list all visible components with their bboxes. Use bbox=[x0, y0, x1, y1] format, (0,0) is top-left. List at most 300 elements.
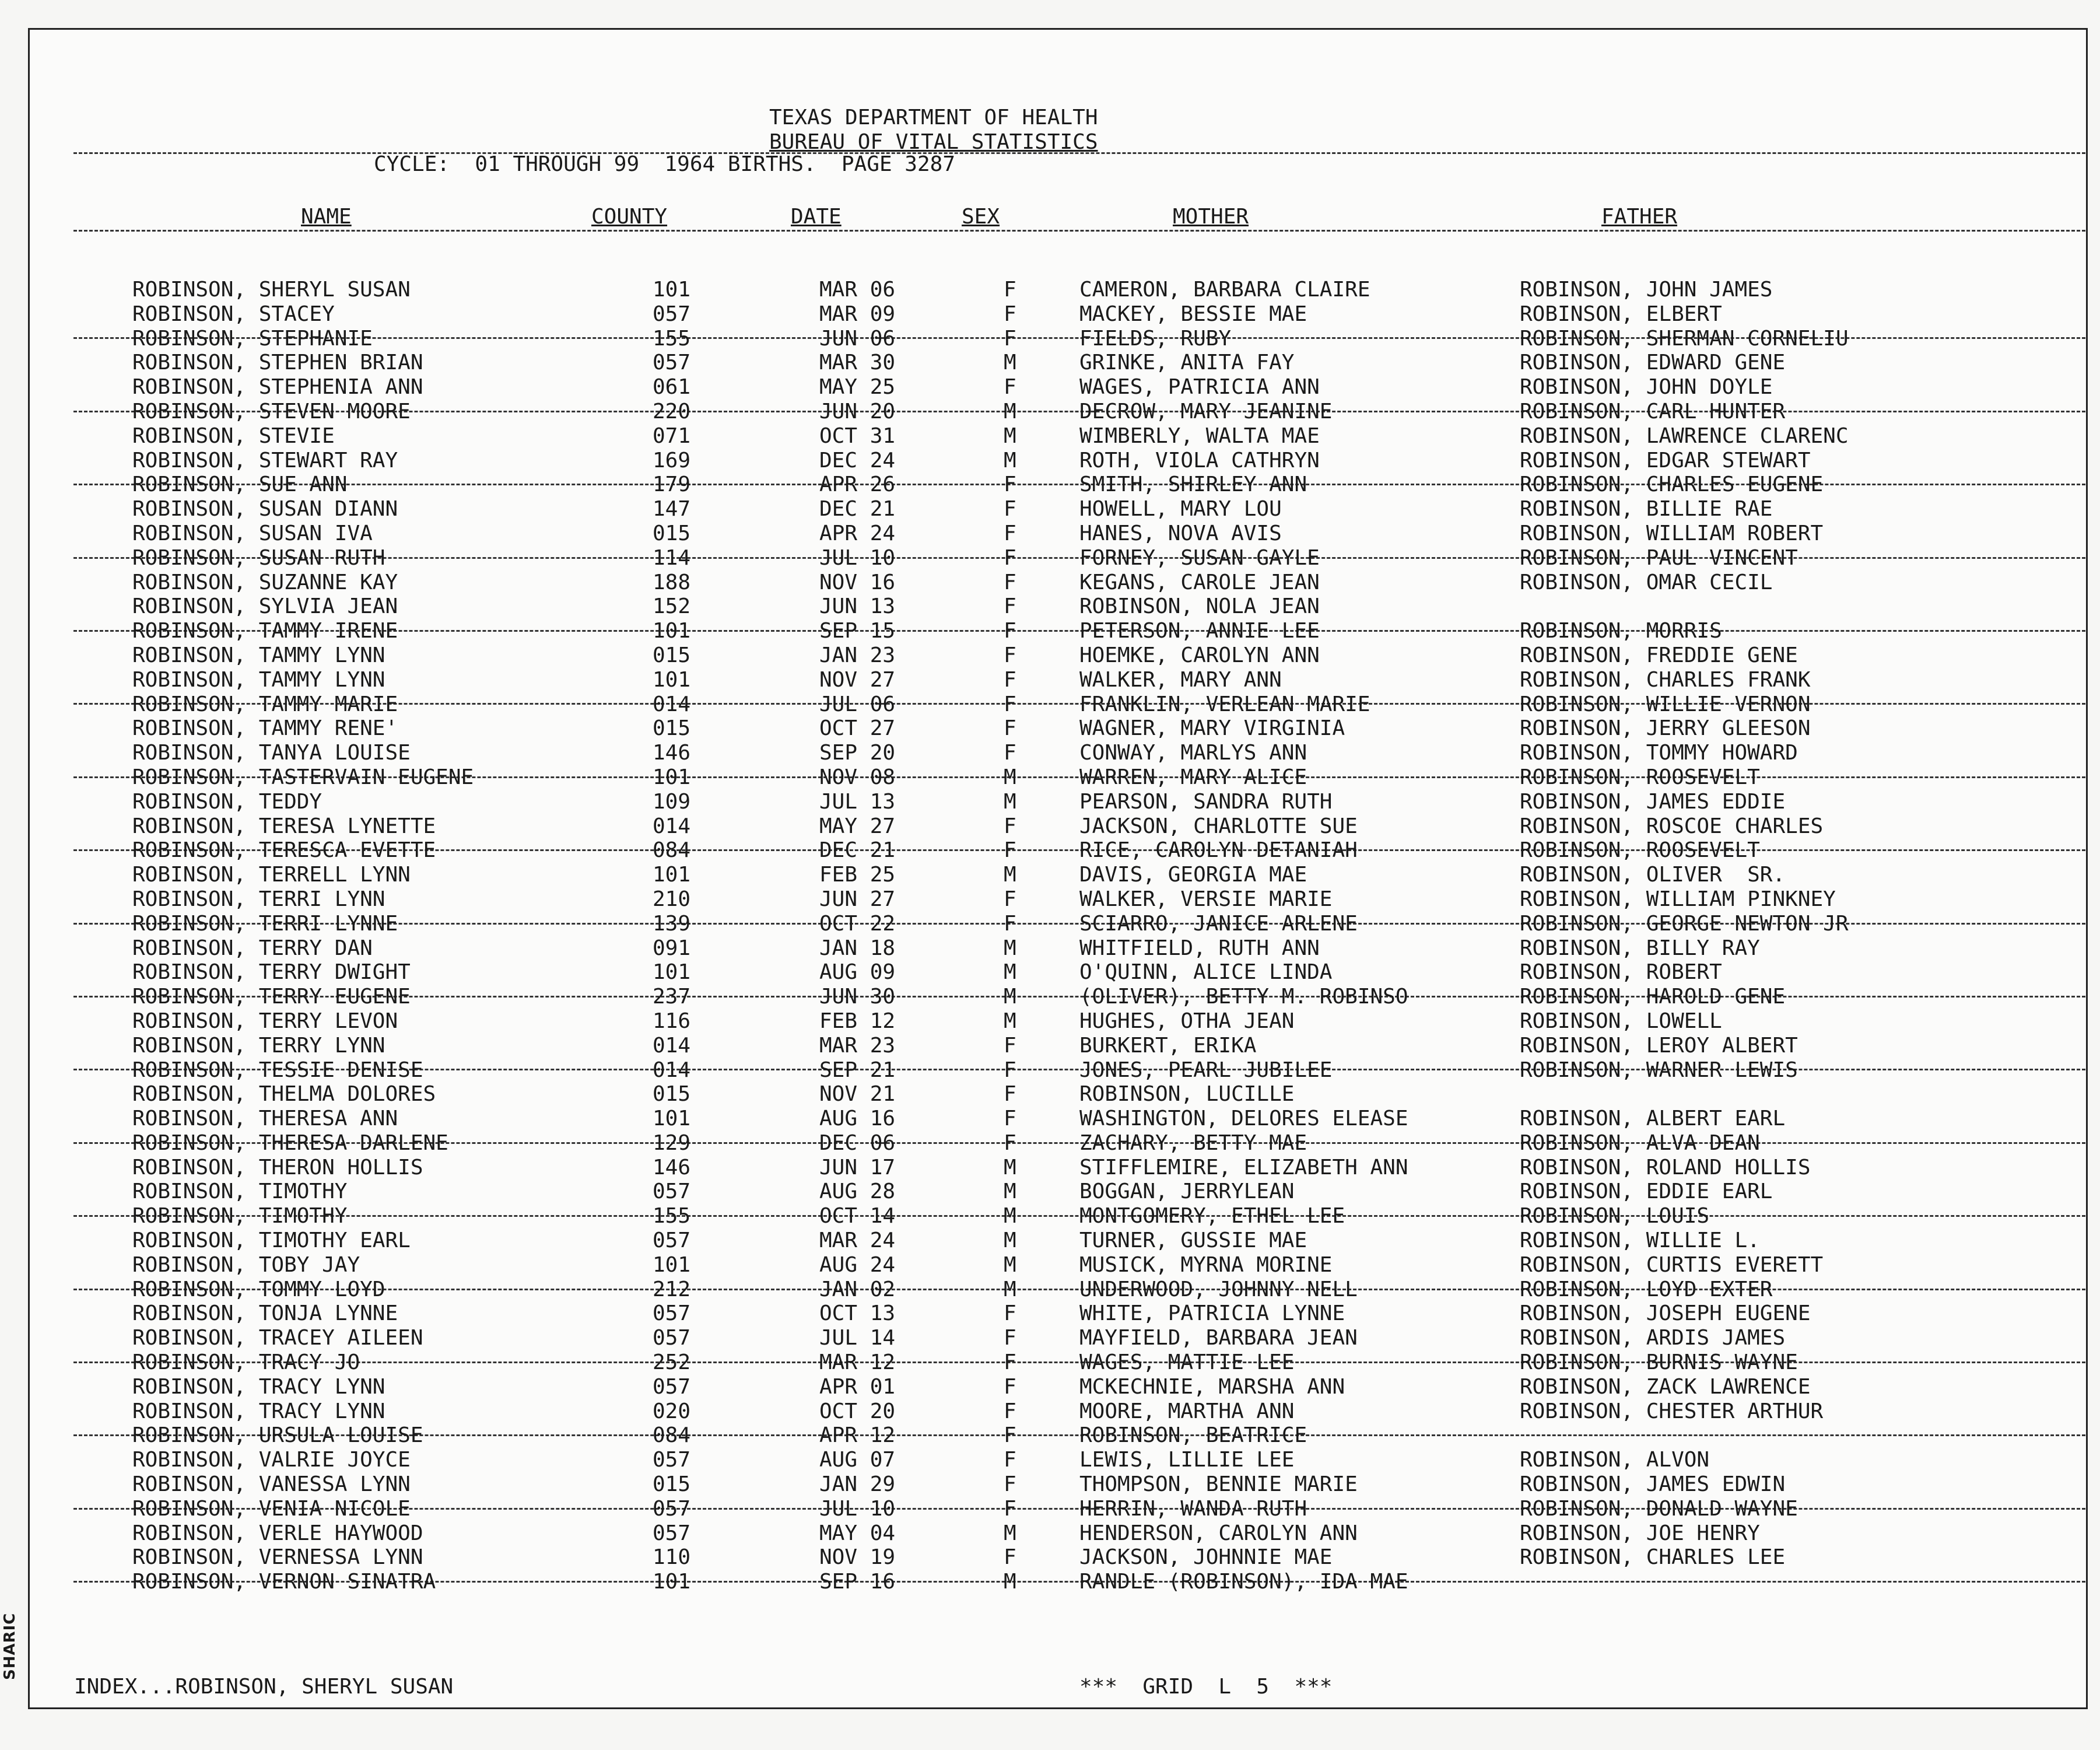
table-row bbox=[30, 1131, 2090, 1156]
cell-date: NOV 21 bbox=[819, 1082, 896, 1107]
table-row bbox=[30, 1301, 2090, 1326]
cell-sex: M bbox=[1004, 1228, 1016, 1253]
document-page bbox=[28, 28, 2088, 1709]
cell-date: DEC 21 bbox=[819, 497, 896, 522]
cell-date: SEP 21 bbox=[819, 1058, 896, 1082]
table-row bbox=[30, 1180, 2090, 1204]
cell-name: ROBINSON, TERRY DWIGHT bbox=[132, 960, 411, 985]
cell-sex: F bbox=[1004, 1326, 1016, 1350]
cell-mother: ZACHARY, BETTY MAE bbox=[1079, 1130, 1307, 1155]
cell-sex: M bbox=[1004, 1155, 1016, 1180]
cell-county: 146 bbox=[653, 741, 691, 765]
cell-sex: F bbox=[1004, 375, 1016, 400]
cell-name: ROBINSON, STEPHANIE bbox=[132, 326, 373, 351]
cell-county: 129 bbox=[653, 1130, 691, 1155]
cell-date: JUL 10 bbox=[819, 1496, 896, 1521]
cell-mother: HOWELL, MARY LOU bbox=[1079, 497, 1282, 522]
table-row bbox=[30, 1570, 2090, 1594]
cell-father: ROBINSON, ROOSEVELT bbox=[1520, 838, 1760, 863]
cell-mother: HANES, NOVA AVIS bbox=[1079, 521, 1282, 545]
cell-father: ROBINSON, JOSEPH EUGENE bbox=[1520, 1301, 1811, 1326]
cell-county: 101 bbox=[653, 667, 691, 692]
cell-mother: O'QUINN, ALICE LINDA bbox=[1079, 960, 1333, 985]
table-row bbox=[30, 570, 2090, 595]
cell-sex: F bbox=[1004, 1399, 1016, 1423]
cell-mother: ROBINSON, LUCILLE bbox=[1079, 1082, 1295, 1107]
cell-county: 057 bbox=[653, 1301, 691, 1326]
cell-date: MAY 27 bbox=[819, 814, 896, 838]
cell-county: 237 bbox=[653, 985, 691, 1009]
cell-date: SEP 20 bbox=[819, 741, 896, 765]
cell-mother: MUSICK, MYRNA MORINE bbox=[1079, 1252, 1333, 1277]
cell-father: ROBINSON, ROLAND HOLLIS bbox=[1520, 1155, 1811, 1180]
cell-county: 057 bbox=[653, 1228, 691, 1253]
cell-father: ROBINSON, WILLIE VERNON bbox=[1520, 692, 1811, 716]
cell-sex: F bbox=[1004, 1301, 1016, 1326]
cell-county: 147 bbox=[653, 497, 691, 522]
table-row bbox=[30, 765, 2090, 790]
cell-name: ROBINSON, STEVEN MOORE bbox=[132, 399, 411, 424]
table-row bbox=[30, 522, 2090, 546]
table-row bbox=[30, 1497, 2090, 1521]
cell-county: 061 bbox=[653, 375, 691, 400]
cell-date: MAY 25 bbox=[819, 375, 896, 400]
table-row bbox=[30, 1472, 2090, 1497]
cell-father: ROBINSON, JAMES EDWIN bbox=[1520, 1472, 1786, 1497]
column-header-mother: MOTHER bbox=[1173, 205, 1249, 229]
cell-date: JUN 20 bbox=[819, 399, 896, 424]
cell-father: ROBINSON, BILLY RAY bbox=[1520, 936, 1760, 960]
cell-county: 155 bbox=[653, 1204, 691, 1228]
cell-sex: F bbox=[1004, 838, 1016, 863]
cell-mother: HUGHES, OTHA JEAN bbox=[1079, 1009, 1295, 1033]
cell-mother: TURNER, GUSSIE MAE bbox=[1079, 1228, 1307, 1253]
cell-mother: CAMERON, BARBARA CLAIRE bbox=[1079, 278, 1370, 302]
table-row bbox=[30, 278, 2090, 302]
cell-father: ROBINSON, ALBERT EARL bbox=[1520, 1107, 1786, 1131]
cell-county: 101 bbox=[653, 960, 691, 985]
cell-mother: PETERSON, ANNIE LEE bbox=[1079, 619, 1320, 643]
cell-sex: M bbox=[1004, 1570, 1016, 1594]
cell-mother: HERRIN, WANDA RUTH bbox=[1079, 1496, 1307, 1521]
cell-sex: F bbox=[1004, 1107, 1016, 1131]
cell-mother: WHITE, PATRICIA LYNNE bbox=[1079, 1301, 1345, 1326]
cell-county: 014 bbox=[653, 814, 691, 838]
cell-name: ROBINSON, TAMMY LYNN bbox=[132, 667, 385, 692]
cell-sex: M bbox=[1004, 1277, 1016, 1301]
cell-mother: WALKER, VERSIE MARIE bbox=[1079, 887, 1333, 911]
cell-mother: RANDLE (ROBINSON), IDA MAE bbox=[1079, 1570, 1408, 1594]
table-row bbox=[30, 1423, 2090, 1448]
cell-county: 015 bbox=[653, 643, 691, 667]
cell-father: ROBINSON, ALVA DEAN bbox=[1520, 1130, 1760, 1155]
cell-sex: M bbox=[1004, 789, 1016, 814]
cell-county: 057 bbox=[653, 1521, 691, 1545]
cell-name: ROBINSON, THERESA ANN bbox=[132, 1107, 398, 1131]
table-row bbox=[30, 692, 2090, 717]
cell-date: JUL 13 bbox=[819, 789, 896, 814]
table-row bbox=[30, 912, 2090, 936]
cell-sex: F bbox=[1004, 716, 1016, 741]
cell-sex: M bbox=[1004, 399, 1016, 424]
cell-name: ROBINSON, TIMOTHY bbox=[132, 1204, 348, 1228]
cell-county: 015 bbox=[653, 716, 691, 741]
cell-sex: F bbox=[1004, 278, 1016, 302]
cell-name: ROBINSON, SUZANNE KAY bbox=[132, 570, 398, 594]
cell-county: 014 bbox=[653, 692, 691, 716]
cell-father: ROBINSON, SHERMAN CORNELIU bbox=[1520, 326, 1849, 351]
cell-sex: F bbox=[1004, 1374, 1016, 1399]
cell-father: ROBINSON, LOYD EXTER bbox=[1520, 1277, 1773, 1301]
cell-name: ROBINSON, TIMOTHY EARL bbox=[132, 1228, 411, 1253]
cell-county: 091 bbox=[653, 936, 691, 960]
cell-mother: BURKERT, ERIKA bbox=[1079, 1033, 1257, 1058]
cell-mother: MAYFIELD, BARBARA JEAN bbox=[1079, 1326, 1358, 1350]
cell-name: ROBINSON, STEVIE bbox=[132, 424, 335, 448]
cell-date: SEP 16 bbox=[819, 1570, 896, 1594]
cell-sex: M bbox=[1004, 863, 1016, 887]
cell-father: ROBINSON, ROOSEVELT bbox=[1520, 765, 1760, 789]
cell-sex: F bbox=[1004, 619, 1016, 643]
cell-mother: WAGES, MATTIE LEE bbox=[1079, 1350, 1295, 1375]
table-row bbox=[30, 1107, 2090, 1131]
cell-sex: M bbox=[1004, 424, 1016, 448]
cell-mother: WAGES, PATRICIA ANN bbox=[1079, 375, 1320, 400]
cell-mother: MONTGOMERY, ETHEL LEE bbox=[1079, 1204, 1345, 1228]
cell-name: ROBINSON, TIMOTHY bbox=[132, 1180, 348, 1204]
cell-sex: F bbox=[1004, 887, 1016, 911]
cell-mother: SMITH, SHIRLEY ANN bbox=[1079, 473, 1307, 497]
cell-name: ROBINSON, VERNESSA LYNN bbox=[132, 1545, 423, 1570]
cell-date: APR 24 bbox=[819, 521, 896, 545]
cell-county: 220 bbox=[653, 399, 691, 424]
table-row bbox=[30, 838, 2090, 863]
cell-sex: F bbox=[1004, 1350, 1016, 1375]
cell-father: ROBINSON, LAWRENCE CLARENC bbox=[1520, 424, 1849, 448]
cell-name: ROBINSON, VENIA NICOLE bbox=[132, 1496, 411, 1521]
cell-date: AUG 24 bbox=[819, 1252, 896, 1277]
cell-sex: M bbox=[1004, 985, 1016, 1009]
cell-mother: MCKECHNIE, MARSHA ANN bbox=[1079, 1374, 1345, 1399]
cell-father: ROBINSON, LOWELL bbox=[1520, 1009, 1722, 1033]
cell-father: ROBINSON, JAMES EDDIE bbox=[1520, 789, 1786, 814]
cell-father: ROBINSON, ROBERT bbox=[1520, 960, 1722, 985]
cell-father: ROBINSON, PAUL VINCENT bbox=[1520, 545, 1798, 570]
cell-sex: M bbox=[1004, 765, 1016, 789]
table-row bbox=[30, 1278, 2090, 1302]
cell-county: 114 bbox=[653, 545, 691, 570]
table-row bbox=[30, 594, 2090, 619]
cell-date: JAN 23 bbox=[819, 643, 896, 667]
cell-date: DEC 06 bbox=[819, 1130, 896, 1155]
table-row bbox=[30, 1228, 2090, 1253]
cell-county: 139 bbox=[653, 911, 691, 936]
cell-date: NOV 19 bbox=[819, 1545, 896, 1570]
cell-date: JAN 18 bbox=[819, 936, 896, 960]
table-row bbox=[30, 497, 2090, 522]
cell-father: ROBINSON, LEROY ALBERT bbox=[1520, 1033, 1798, 1058]
cell-date: JAN 29 bbox=[819, 1472, 896, 1497]
cell-name: ROBINSON, TAMMY IRENE bbox=[132, 619, 398, 643]
cell-father: ROBINSON, TOMMY HOWARD bbox=[1520, 741, 1798, 765]
cell-sex: F bbox=[1004, 302, 1016, 326]
table-row bbox=[30, 668, 2090, 692]
cell-mother: (OLIVER), BETTY M. ROBINSO bbox=[1079, 985, 1408, 1009]
cell-sex: F bbox=[1004, 545, 1016, 570]
cell-father: ROBINSON, CURTIS EVERETT bbox=[1520, 1252, 1824, 1277]
cell-sex: F bbox=[1004, 667, 1016, 692]
side-tag: SHARIC bbox=[1, 1612, 19, 1680]
cell-name: ROBINSON, TONJA LYNNE bbox=[132, 1301, 398, 1326]
cell-name: ROBINSON, TRACY JO bbox=[132, 1350, 360, 1375]
cell-mother: FIELDS, RUBY bbox=[1079, 326, 1232, 351]
cell-mother: HOEMKE, CAROLYN ANN bbox=[1079, 643, 1320, 667]
cell-name: ROBINSON, TAMMY LYNN bbox=[132, 643, 385, 667]
cell-name: ROBINSON, TESSIE DENISE bbox=[132, 1058, 423, 1082]
cell-date: APR 12 bbox=[819, 1423, 896, 1448]
cell-date: SEP 15 bbox=[819, 619, 896, 643]
cell-county: 152 bbox=[653, 594, 691, 619]
cell-mother: WHITFIELD, RUTH ANN bbox=[1079, 936, 1320, 960]
cell-date: MAR 06 bbox=[819, 278, 896, 302]
cell-name: ROBINSON, VANESSA LYNN bbox=[132, 1472, 411, 1497]
cell-sex: F bbox=[1004, 594, 1016, 619]
cell-date: OCT 22 bbox=[819, 911, 896, 936]
cell-sex: F bbox=[1004, 497, 1016, 522]
table-row bbox=[30, 619, 2090, 643]
cell-sex: F bbox=[1004, 692, 1016, 716]
cell-name: ROBINSON, STACEY bbox=[132, 302, 335, 326]
cell-county: 015 bbox=[653, 1082, 691, 1107]
cell-name: ROBINSON, TEDDY bbox=[132, 789, 322, 814]
cell-mother: HENDERSON, CAROLYN ANN bbox=[1079, 1521, 1358, 1545]
cell-mother: WAGNER, MARY VIRGINIA bbox=[1079, 716, 1345, 741]
cell-date: OCT 13 bbox=[819, 1301, 896, 1326]
cell-county: 057 bbox=[653, 1180, 691, 1204]
cell-father: ROBINSON, ELBERT bbox=[1520, 302, 1722, 326]
cell-mother: JACKSON, CHARLOTTE SUE bbox=[1079, 814, 1358, 838]
table-row bbox=[30, 449, 2090, 473]
cell-father: ROBINSON, LOUIS bbox=[1520, 1204, 1710, 1228]
table-row bbox=[30, 1156, 2090, 1180]
cell-sex: F bbox=[1004, 1423, 1016, 1448]
cell-father: ROBINSON, ARDIS JAMES bbox=[1520, 1326, 1786, 1350]
table-row bbox=[30, 887, 2090, 912]
cell-name: ROBINSON, TERRELL LYNN bbox=[132, 863, 411, 887]
cell-name: ROBINSON, VERNON SINATRA bbox=[132, 1570, 436, 1594]
table-row bbox=[30, 1375, 2090, 1399]
cell-county: 057 bbox=[653, 1496, 691, 1521]
cell-name: ROBINSON, TASTERVAIN EUGENE bbox=[132, 765, 474, 789]
cell-county: 057 bbox=[653, 1326, 691, 1350]
table-row bbox=[30, 424, 2090, 449]
cell-mother: STIFFLEMIRE, ELIZABETH ANN bbox=[1079, 1155, 1408, 1180]
cell-county: 101 bbox=[653, 765, 691, 789]
cell-name: ROBINSON, TERESCA EVETTE bbox=[132, 838, 436, 863]
cell-father: ROBINSON, BURNIS WAYNE bbox=[1520, 1350, 1798, 1375]
cell-name: ROBINSON, TERRY LYNN bbox=[132, 1033, 385, 1058]
table-row bbox=[30, 790, 2090, 814]
cell-date: APR 01 bbox=[819, 1374, 896, 1399]
cell-mother: FORNEY, SUSAN GAYLE bbox=[1079, 545, 1320, 570]
cell-date: JUN 30 bbox=[819, 985, 896, 1009]
cell-mother: UNDERWOOD, JOHNNY NELL bbox=[1079, 1277, 1358, 1301]
cell-mother: MACKEY, BESSIE MAE bbox=[1079, 302, 1307, 326]
cell-date: MAR 24 bbox=[819, 1228, 896, 1253]
cell-county: 101 bbox=[653, 863, 691, 887]
cell-father: ROBINSON, WILLIAM ROBERT bbox=[1520, 521, 1824, 545]
cell-father: ROBINSON, BILLIE RAE bbox=[1520, 497, 1773, 522]
table-row bbox=[30, 327, 2090, 351]
cell-sex: M bbox=[1004, 936, 1016, 960]
cell-date: JUN 27 bbox=[819, 887, 896, 911]
cell-father: ROBINSON, CHARLES FRANK bbox=[1520, 667, 1811, 692]
cell-county: 015 bbox=[653, 1472, 691, 1497]
cell-name: ROBINSON, SUSAN RUTH bbox=[132, 545, 385, 570]
cell-date: DEC 24 bbox=[819, 448, 896, 473]
cell-date: FEB 25 bbox=[819, 863, 896, 887]
cell-father: ROBINSON, CHARLES LEE bbox=[1520, 1545, 1786, 1570]
column-header-county: COUNTY bbox=[591, 205, 668, 229]
cell-father: ROBINSON, WARNER LEWIS bbox=[1520, 1058, 1798, 1082]
cell-sex: F bbox=[1004, 1033, 1016, 1058]
cell-name: ROBINSON, TANYA LOUISE bbox=[132, 741, 411, 765]
cell-father: ROBINSON, CHARLES EUGENE bbox=[1520, 473, 1824, 497]
cell-county: 252 bbox=[653, 1350, 691, 1375]
cell-sex: F bbox=[1004, 1130, 1016, 1155]
header-bureau: BUREAU OF VITAL STATISTICS bbox=[769, 130, 1098, 154]
index-line: INDEX...ROBINSON, SHERYL SUSAN bbox=[74, 1675, 454, 1699]
cell-sex: F bbox=[1004, 911, 1016, 936]
records-table bbox=[30, 278, 2090, 1594]
cell-county: 146 bbox=[653, 1155, 691, 1180]
cell-county: 155 bbox=[653, 326, 691, 351]
cell-name: ROBINSON, THERON HOLLIS bbox=[132, 1155, 423, 1180]
cell-mother: ROBINSON, BEATRICE bbox=[1079, 1423, 1307, 1448]
cell-date: FEB 12 bbox=[819, 1009, 896, 1033]
cell-name: ROBINSON, TRACY LYNN bbox=[132, 1374, 385, 1399]
cell-mother: KEGANS, CAROLE JEAN bbox=[1079, 570, 1320, 594]
cell-date: AUG 07 bbox=[819, 1448, 896, 1472]
cell-father: ROBINSON, WILLIAM PINKNEY bbox=[1520, 887, 1836, 911]
cell-county: 071 bbox=[653, 424, 691, 448]
cell-county: 015 bbox=[653, 521, 691, 545]
cell-sex: M bbox=[1004, 1180, 1016, 1204]
cell-county: 101 bbox=[653, 1570, 691, 1594]
cell-sex: F bbox=[1004, 1448, 1016, 1472]
cell-county: 116 bbox=[653, 1009, 691, 1033]
cell-mother: DAVIS, GEORGIA MAE bbox=[1079, 863, 1307, 887]
cell-mother: CONWAY, MARLYS ANN bbox=[1079, 741, 1307, 765]
cell-date: OCT 31 bbox=[819, 424, 896, 448]
cell-father: ROBINSON, FREDDIE GENE bbox=[1520, 643, 1798, 667]
cell-county: 014 bbox=[653, 1033, 691, 1058]
cell-name: ROBINSON, THELMA DOLORES bbox=[132, 1082, 436, 1107]
table-row bbox=[30, 1058, 2090, 1083]
cell-name: ROBINSON, TAMMY RENE' bbox=[132, 716, 398, 741]
cell-father: ROBINSON, JERRY GLEESON bbox=[1520, 716, 1811, 741]
cell-mother: SCIARRO, JANICE ARLENE bbox=[1079, 911, 1358, 936]
column-header-sex: SEX bbox=[962, 205, 1000, 229]
cell-mother: ROBINSON, NOLA JEAN bbox=[1079, 594, 1320, 619]
table-row bbox=[30, 1350, 2090, 1375]
cell-sex: F bbox=[1004, 1496, 1016, 1521]
grid-reference: *** GRID L 5 *** bbox=[1079, 1675, 1333, 1699]
cell-mother: LEWIS, LILLIE LEE bbox=[1079, 1448, 1295, 1472]
table-row bbox=[30, 375, 2090, 400]
table-row bbox=[30, 643, 2090, 668]
cell-county: 084 bbox=[653, 838, 691, 863]
cell-date: AUG 16 bbox=[819, 1107, 896, 1131]
table-row bbox=[30, 1204, 2090, 1228]
cell-name: ROBINSON, URSULA LOUISE bbox=[132, 1423, 423, 1448]
table-row bbox=[30, 863, 2090, 887]
cell-county: 014 bbox=[653, 1058, 691, 1082]
cell-name: ROBINSON, TERRY DAN bbox=[132, 936, 373, 960]
cell-date: MAR 12 bbox=[819, 1350, 896, 1375]
cell-sex: F bbox=[1004, 741, 1016, 765]
cell-date: JUN 13 bbox=[819, 594, 896, 619]
cell-date: JUL 10 bbox=[819, 545, 896, 570]
cell-sex: M bbox=[1004, 960, 1016, 985]
cell-county: 020 bbox=[653, 1399, 691, 1423]
cell-name: ROBINSON, SUSAN IVA bbox=[132, 521, 373, 545]
cell-date: OCT 20 bbox=[819, 1399, 896, 1423]
cell-date: JUL 06 bbox=[819, 692, 896, 716]
cell-date: AUG 28 bbox=[819, 1180, 896, 1204]
cell-mother: WIMBERLY, WALTA MAE bbox=[1079, 424, 1320, 448]
cell-mother: WASHINGTON, DELORES ELEASE bbox=[1079, 1107, 1408, 1131]
cell-sex: F bbox=[1004, 521, 1016, 545]
cell-mother: GRINKE, ANITA FAY bbox=[1079, 351, 1295, 375]
cell-sex: M bbox=[1004, 1521, 1016, 1545]
cell-name: ROBINSON, THERESA DARLENE bbox=[132, 1130, 448, 1155]
table-row bbox=[30, 1082, 2090, 1107]
cell-father: ROBINSON, GEORGE NEWTON JR bbox=[1520, 911, 1849, 936]
column-header-rule bbox=[73, 230, 2085, 232]
cell-date: DEC 21 bbox=[819, 838, 896, 863]
cell-father: ROBINSON, JOHN DOYLE bbox=[1520, 375, 1773, 400]
cell-sex: F bbox=[1004, 1058, 1016, 1082]
cell-date: JUN 17 bbox=[819, 1155, 896, 1180]
cell-father: ROBINSON, ZACK LAWRENCE bbox=[1520, 1374, 1811, 1399]
cell-name: ROBINSON, SHERYL SUSAN bbox=[132, 278, 411, 302]
cell-sex: M bbox=[1004, 1252, 1016, 1277]
table-row bbox=[30, 985, 2090, 1009]
cell-date: MAR 09 bbox=[819, 302, 896, 326]
column-header-father: FATHER bbox=[1601, 205, 1678, 229]
cell-date: MAY 04 bbox=[819, 1521, 896, 1545]
cell-county: 057 bbox=[653, 1374, 691, 1399]
cell-date: MAR 23 bbox=[819, 1033, 896, 1058]
cell-sex: F bbox=[1004, 814, 1016, 838]
cell-county: 109 bbox=[653, 789, 691, 814]
table-row bbox=[30, 1009, 2090, 1034]
cell-father: ROBINSON, CARL HUNTER bbox=[1520, 399, 1786, 424]
cell-mother: JONES, PEARL JUBILEE bbox=[1079, 1058, 1333, 1082]
cell-mother: RICE, CAROLYN DETANIAH bbox=[1079, 838, 1358, 863]
cell-county: 188 bbox=[653, 570, 691, 594]
cell-father: ROBINSON, MORRIS bbox=[1520, 619, 1722, 643]
table-row bbox=[30, 741, 2090, 765]
cell-county: 101 bbox=[653, 619, 691, 643]
cell-sex: F bbox=[1004, 473, 1016, 497]
cell-sex: F bbox=[1004, 326, 1016, 351]
cell-father: ROBINSON, JOE HENRY bbox=[1520, 1521, 1760, 1545]
cell-county: 057 bbox=[653, 302, 691, 326]
cell-father: ROBINSON, OMAR CECIL bbox=[1520, 570, 1773, 594]
cell-sex: F bbox=[1004, 570, 1016, 594]
